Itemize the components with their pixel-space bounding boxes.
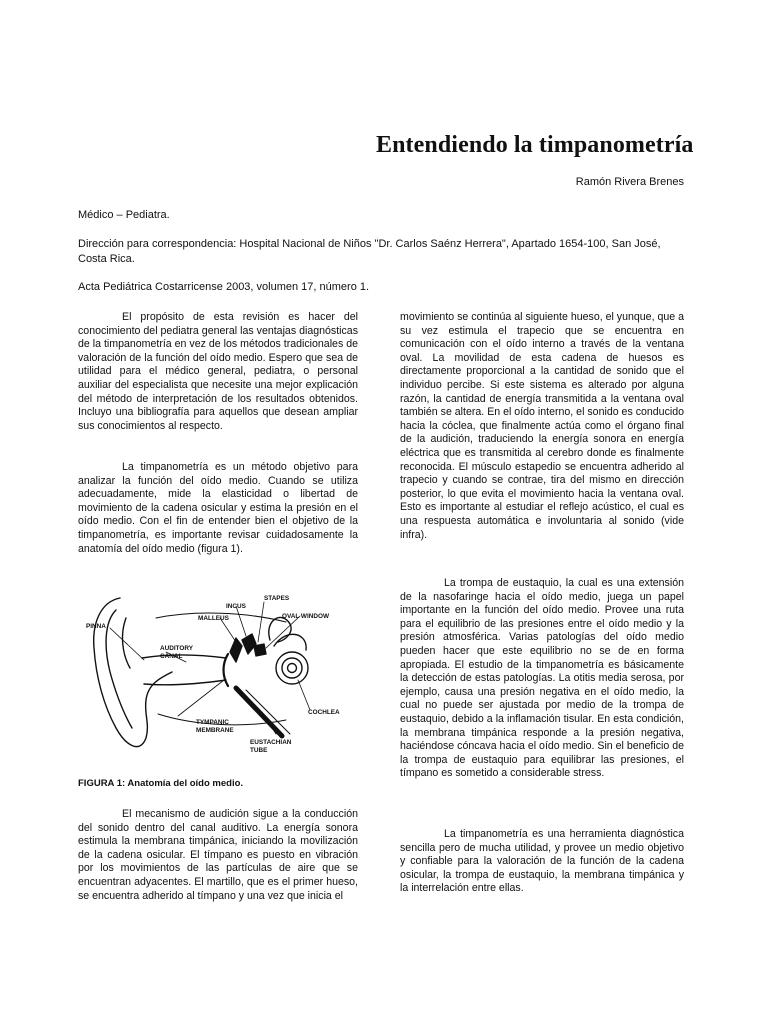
label-membrane: MEMBRANE	[196, 727, 234, 734]
journal-citation: Acta Pediátrica Costarricense 2003, volumen 17, número 1.	[78, 281, 370, 293]
label-incus: INCUS	[226, 603, 246, 610]
label-oval-window: OVAL WINDOW	[282, 613, 329, 620]
right-column-paragraph-2: La trompa de eustaquio, la cual es una extensión de la nasofaringe hacia el oído medio, juega un papel importante en la función del oído medio. Provee una ruta para el equilibrio de las presiones entre el oído medio y la presión atmosférica. Varias patologías del oído medio pueden hacer que este equilibrio no se de en forma apropiada. El estudio de la timpanometría es básicamente la detección de estas patologías. La otitis media serosa, por ejemplo, causa una presión negativa en el oído medio, la cual no puede ser ajustada por medio de la trompa de eustaquio, debido a la inflamación tisular. En esta condición, la membrana timpánica responde a la presión negativa, haciéndose cóncava hacia el oído medio. Sin el beneficio de la trompa de eustaquio para equilibrar las presiones, el tímpano es sometido a considerable stress.	[400, 577, 684, 780]
right-column-paragraph-3: La timpanometría es una herramienta diagnóstica sencilla pero de mucha utilidad, y provee un medio objetivo y confiable para la valoración de la función de la cadena osicular, la trompa de eustaquio, la membrana timpánica y la interrelación entre ellas.	[400, 828, 684, 895]
auditory-canal-shape	[142, 655, 226, 658]
incus-shape	[242, 634, 256, 654]
correspondence-address: Dirección para correspondencia: Hospital Nacional de Niños "Dr. Carlos Saénz Herrera", Apartado 1654-100, San José, Costa Rica.	[78, 238, 661, 265]
label-auditory: AUDITORY	[160, 645, 194, 652]
affiliation: Médico – Pediatra.	[78, 209, 170, 221]
label-tube: TUBE	[250, 747, 268, 754]
label-cochlea: COCHLEA	[308, 709, 340, 716]
label-pinna: PINNA	[86, 623, 106, 630]
article-title: Entendiendo la timpanometría	[376, 132, 694, 158]
left-column-paragraph-2: La timpanometría es un método objetivo para analizar la función del oído medio. Cuando se utiliza adecuadamente, mide la elasticidad o libertad de movimiento de la cadena osicular y estima la presión en el oído medio. Con el fin de entender bien el objetivo de la timpanometría, es importante revisar cuidadosamente la anatomía del oído medio (figura 1).	[78, 461, 358, 555]
right-column-paragraph-1: movimiento se continúa al siguiente hueso, el yunque, que a su vez estimula el trapecio que se encuentra en comunicación con el oído interno a través de la ventana oval. La movilidad de esta cadena de huesos es directamente proporcional a la cantidad de sonido que el individuo percibe. Si este sistema es alterado por alguna razón, la cantidad de energía transmitida a la ventana oval también se altera. En el oído interno, el sonido es conducido hacia la cóclea, que finalmente actúa como el órgano final de la audición, traduciendo la energía sonora en energía eléctrica que es transmitida al cerebro donde es finalmente reconocida. El músculo estapedio se encuentra adherido al trapecio y cuando se contrae, tira del mismo en dirección posterior, lo que evita el movimiento hacia la ventana oval. Esto es importante al estudiar el reflejo acústico, el cual es una respuesta automática e involuntaria al sonido (vide infra).	[400, 311, 684, 541]
label-canal: CANAL	[160, 653, 183, 660]
ear-anatomy-figure	[86, 588, 356, 766]
pinna-shape	[94, 598, 172, 747]
figure-caption: FIGURA 1: Anatomía del oído medio.	[78, 778, 244, 789]
left-column-paragraph-1: El propósito de esta revisión es hacer del conocimiento del pediatra general las ventajas diagnósticas de la timpanometría en vez de los métodos tradicionales de valoración de la función del oído medio. Espero que sea de utilidad para el médico general, pediatra, o personal auxiliar del especialista que necesite una mejor explicación del método de interpretación de los resultados obtenidos. Incluyo una bibliografía para aquellos que desean ampliar sus conocimientos al respecto.	[78, 311, 358, 432]
label-tympanic: TYMPANIC	[196, 719, 229, 726]
cochlea-shape	[276, 652, 308, 684]
label-malleus: MALLEUS	[198, 615, 229, 622]
eustachian-tube-shape	[236, 688, 282, 736]
author-name: Ramón Rivera Brenes	[575, 176, 684, 188]
label-stapes: STAPES	[264, 595, 290, 602]
left-column-paragraph-3: El mecanismo de audición sigue a la conducción del sonido dentro del canal auditivo. La energía sonora estimula la membrana timpánica, iniciando la movilización de la cadena osicular. El tímpano es puesto en vibración por los movimientos de las partículas de aire que se encuentran adyacentes. El martillo, que es el primer hueso, se encuentra adherido al tímpano y una vez que inicia el	[78, 808, 358, 902]
stapes-shape	[254, 644, 266, 656]
label-eustachian: EUSTACHIAN	[250, 739, 292, 746]
tympanic-membrane-shape	[224, 654, 229, 686]
